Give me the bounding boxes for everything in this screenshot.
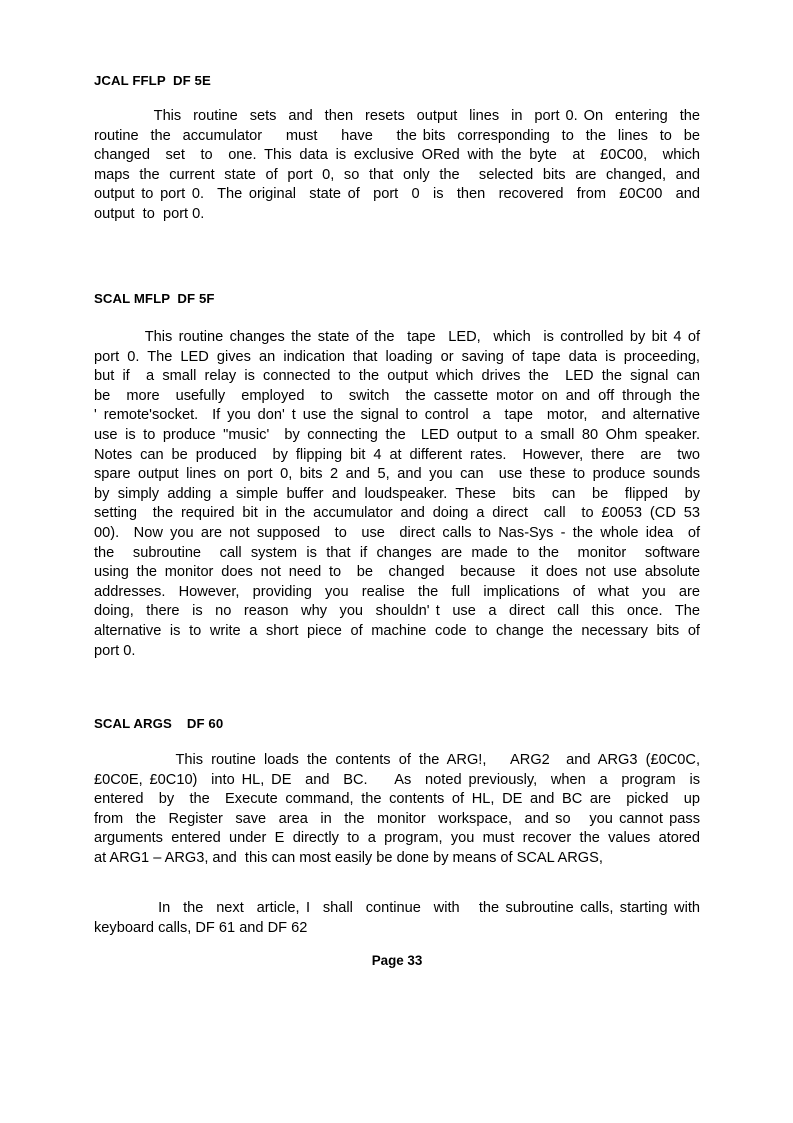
heading-text: SCAL ARGS DF 60 bbox=[94, 716, 224, 731]
paragraph-line: setting the required bit in the accumulator and doing a direct call to £0053 (CD 53 bbox=[94, 505, 700, 522]
paragraph-line: use is to produce "music' by connecting the LED output to a small 80 Ohm speaker. bbox=[94, 426, 700, 443]
paragraph-line: using the monitor does not need to be changed because it does not use absolute bbox=[94, 564, 700, 581]
paragraph-line: Notes can be produced by flipping bit 4 at different rates. However, there are two bbox=[94, 446, 700, 463]
section-heading-scal-args bbox=[94, 714, 700, 733]
section-heading-jcal-fflp bbox=[94, 71, 700, 90]
paragraph-line: output to port 0. bbox=[94, 205, 205, 222]
paragraph-line: maps the current state of port 0, so that only the selected bits are changed, and bbox=[94, 166, 700, 183]
section-heading-scal-mflp bbox=[94, 289, 700, 308]
paragraph-line: In the next article, I shall continue with the subroutine calls, starting with bbox=[94, 900, 700, 916]
paragraph-line: keyboard calls, DF 61 and DF 62 bbox=[94, 919, 308, 936]
paragraph-line: the subroutine call system is that if changes are made to the monitor software bbox=[94, 544, 700, 561]
paragraph-line: This routine loads the contents of the ARG!, ARG2 and ARG3 (£0C0C, bbox=[94, 752, 701, 768]
paragraph-line: port 0. bbox=[94, 642, 136, 659]
paragraph-line: addresses. However, providing you realise the full implications of what you are bbox=[94, 583, 700, 600]
page-number bbox=[94, 953, 700, 968]
paragraph-line: doing, there is no reason why you shouldn' t use a direct call this once. The bbox=[94, 603, 700, 620]
heading-text: JCAL FFLP DF 5E bbox=[94, 73, 211, 88]
paragraph-line: alternative is to write a short piece of machine code to change the necessary bits of bbox=[94, 622, 700, 639]
heading-text: SCAL MFLP DF 5F bbox=[94, 291, 215, 306]
paragraph-line: by simply adding a simple buffer and loudspeaker. These bits can be flipped by bbox=[94, 485, 700, 502]
paragraph-line: £0C0E, £0C10) into HL, DE and BC. As noted previously, when a program is bbox=[94, 771, 700, 788]
paragraph-line: at ARG1 – ARG3, and this can most easily be done by means of SCAL ARGS, bbox=[94, 849, 603, 866]
paragraph-line: output to port 0. The original state of port 0 is then recovered from £0C00 and bbox=[94, 186, 700, 203]
paragraph-line: port 0. The LED gives an indication that loading or saving of tape data is proceeding, bbox=[94, 348, 700, 365]
paragraph-scal-mflp bbox=[94, 328, 700, 661]
paragraph-line: but if a small relay is connected to the output which drives the LED the signal can bbox=[94, 368, 700, 385]
page-number-text: Page 33 bbox=[371, 953, 423, 968]
paragraph-line: be more usefully employed to switch the cassette motor on and off through the bbox=[94, 387, 700, 404]
paragraph-line: routine the accumulator must have the bits corresponding to the lines to be bbox=[94, 127, 700, 144]
paragraph-line: arguments entered under E directly to a program, you must recover the values atored bbox=[94, 830, 700, 847]
paragraph-line: This routine changes the state of the tape LED, which is controlled by bit 4 of bbox=[94, 329, 700, 345]
paragraph-line: entered by the Execute command, the contents of HL, DE and BC are picked up bbox=[94, 791, 700, 808]
paragraph-line: ' remote'socket. If you don' t use the signal to control a tape motor, and alternative bbox=[94, 407, 700, 424]
paragraph-scal-args bbox=[94, 751, 700, 869]
paragraph-line: from the Register save area in the monitor workspace, and so you cannot pass bbox=[94, 810, 700, 827]
paragraph-line: changed set to one. This data is exclusive ORed with the byte at £0C00, which bbox=[94, 147, 700, 164]
paragraph-closing bbox=[94, 899, 700, 938]
paragraph-line: This routine sets and then resets output lines in port 0. On entering the bbox=[94, 108, 701, 124]
paragraph-line: 00). Now you are not supposed to use direct calls to Nas-Sys - the whole idea of bbox=[94, 524, 700, 541]
paragraph-line: spare output lines on port 0, bits 2 and 5, and you can use these to produce sounds bbox=[94, 466, 700, 483]
paragraph-jcal-fflp bbox=[94, 107, 700, 225]
